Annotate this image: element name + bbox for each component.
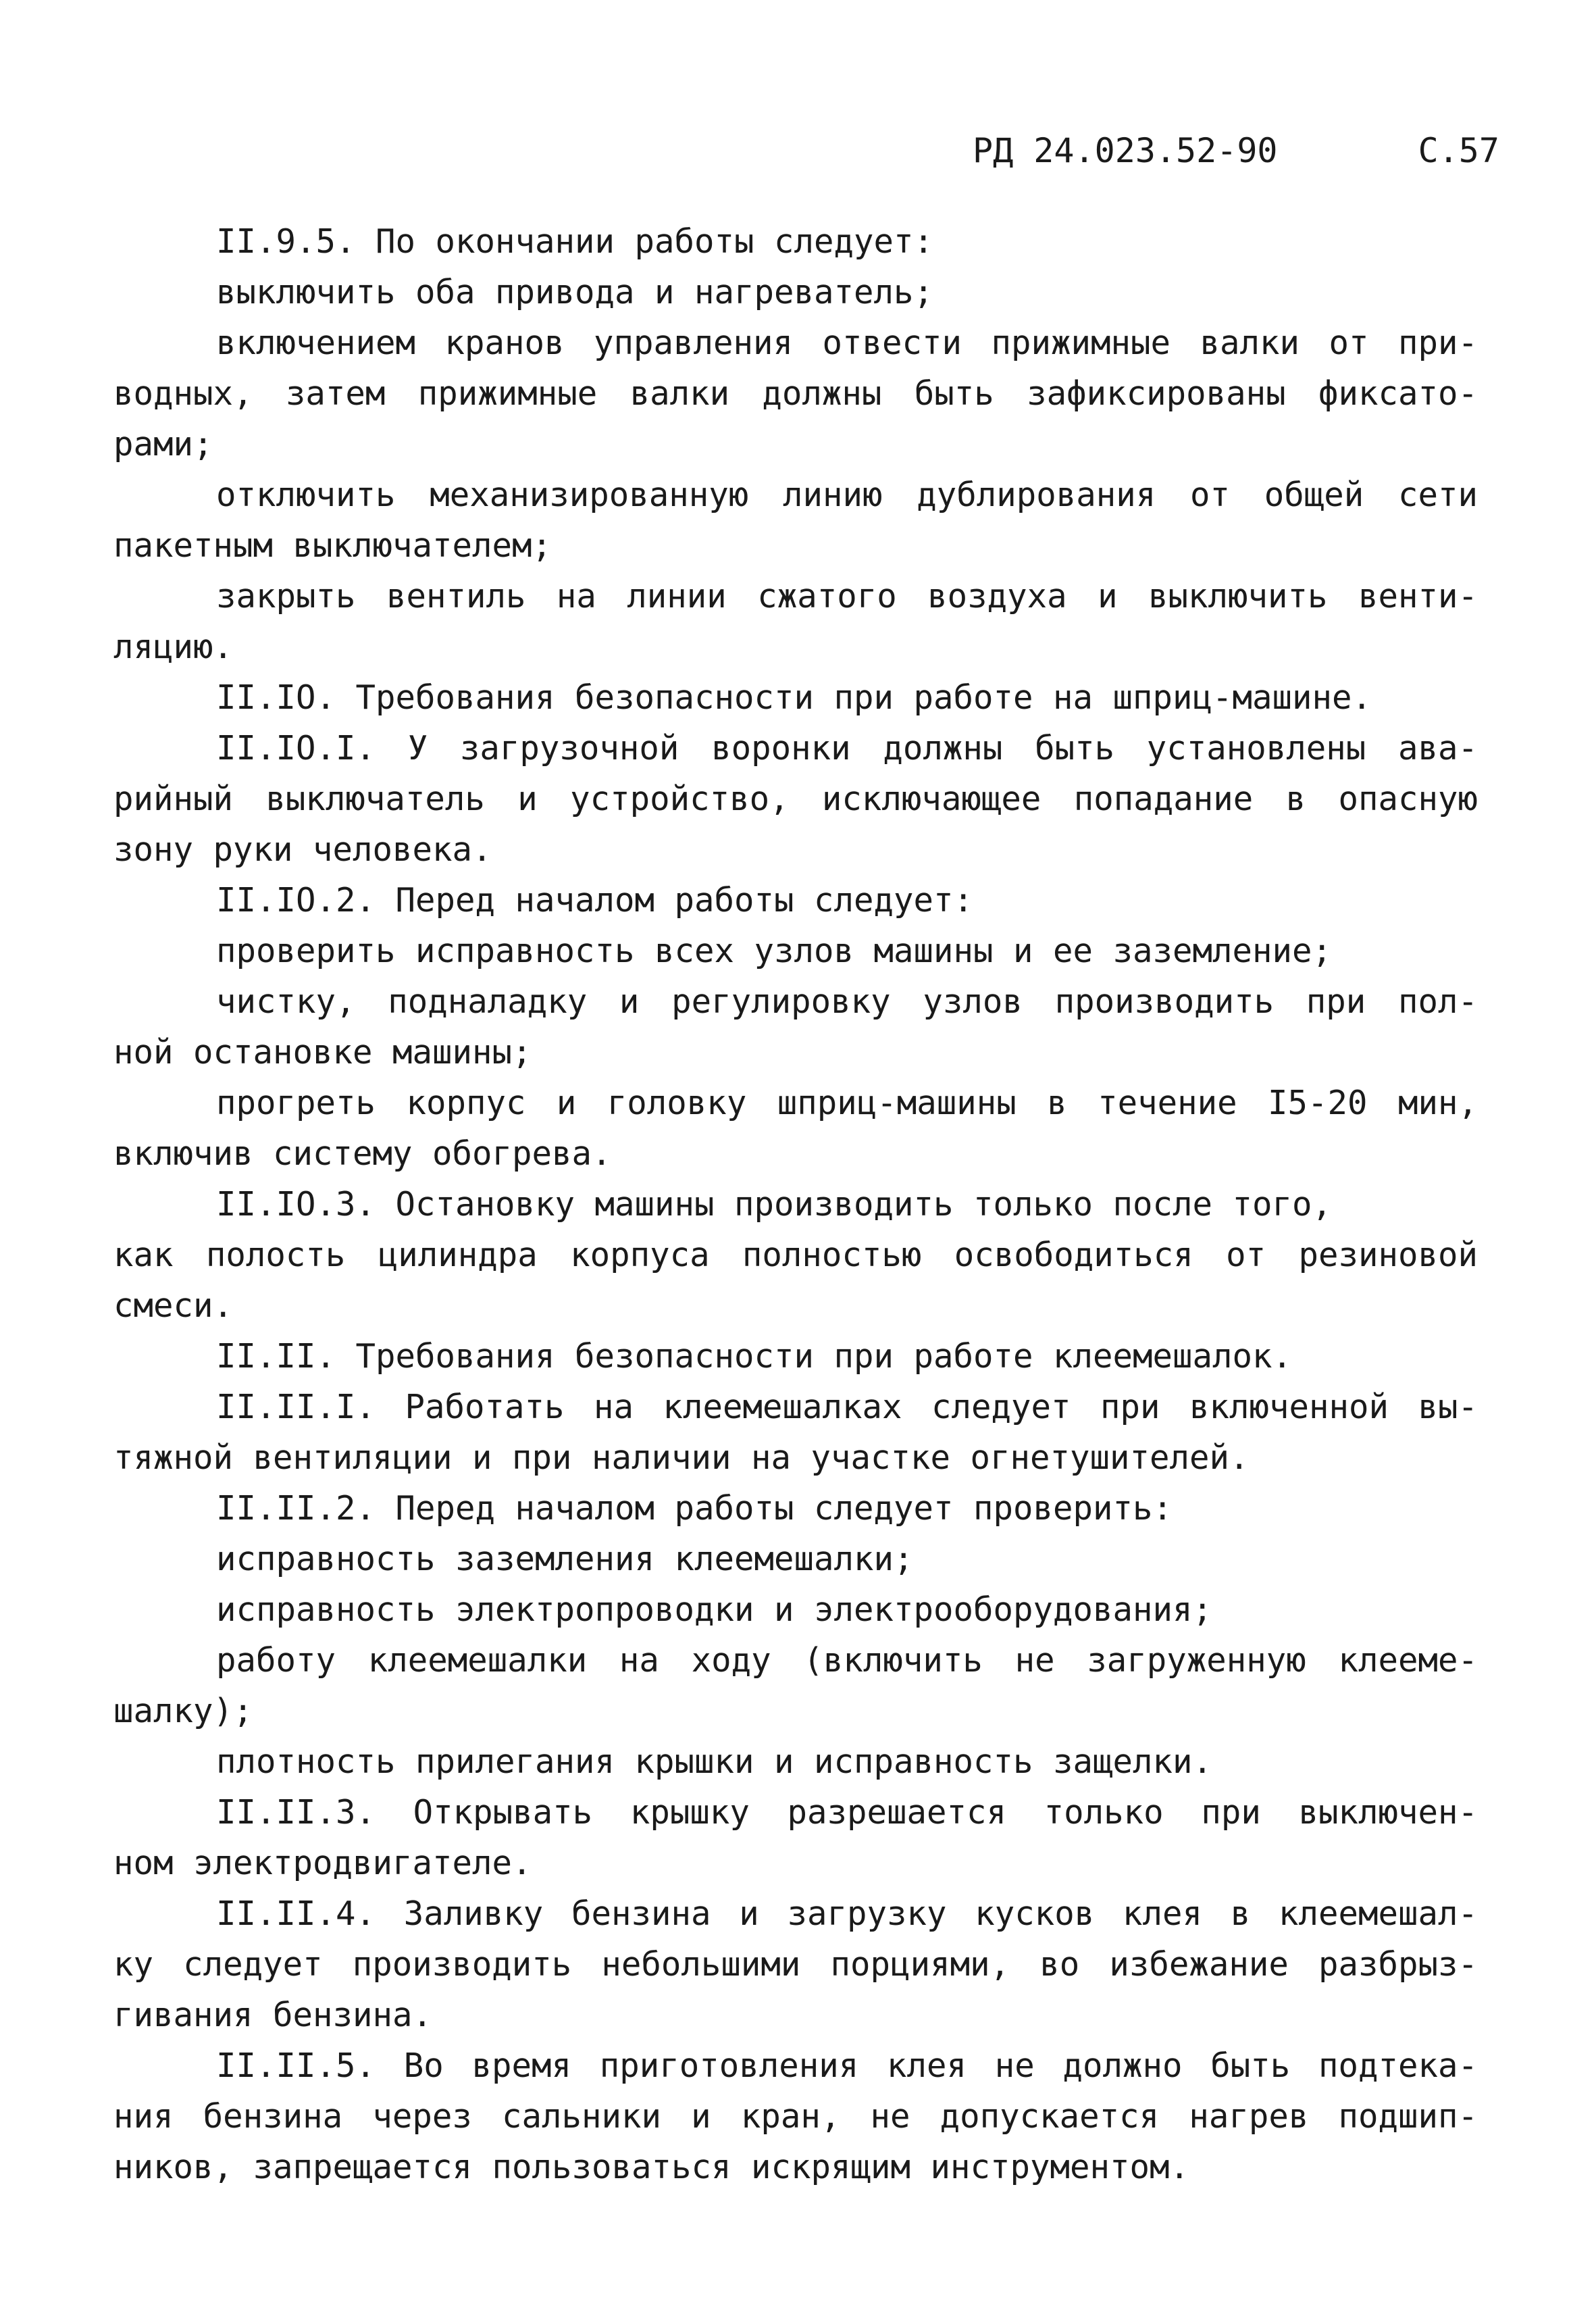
text-line: II.IO. Требования безопасности при работе на шприц-машине. [216, 678, 1372, 717]
document-body [113, 216, 1478, 2192]
text-line: II.II.2. Перед началом работы следует проверить: [216, 1489, 1173, 1528]
text-line: шалку); [113, 1692, 253, 1730]
text-line: II.9.5. По окончании работы следует: [216, 222, 934, 261]
text-line: II.II.5. Во время приготовления клея не должно быть подтека- [216, 2046, 1478, 2085]
text-line: ной остановке машины; [113, 1033, 532, 1072]
text-line: чистку, подналадку и регулировку узлов производить при пол- [216, 982, 1478, 1021]
text-line: ном электродвигателе. [113, 1844, 532, 1882]
document-code: РД 24.023.52-90 [973, 131, 1278, 170]
text-line: включением кранов управления отвести прижимные валки от при- [216, 324, 1478, 362]
text-line: закрыть вентиль на линии сжатого воздуха и выключить венти- [216, 577, 1478, 615]
text-line: работу клеемешалки на ходу (включить не загруженную клееме- [216, 1641, 1478, 1680]
text-line: водных, затем прижимные валки должны быть зафиксированы фиксато- [113, 374, 1478, 413]
text-line: исправность заземления клеемешалки; [216, 1540, 914, 1578]
text-line: плотность прилегания крышки и исправность защелки. [216, 1742, 1213, 1781]
text-line: ния бензина через сальники и кран, не допускается нагрев подшип- [113, 2097, 1478, 2136]
page-number: С.57 [1418, 131, 1499, 170]
text-line: пакетным выключателем; [113, 526, 552, 565]
text-line: тяжной вентиляции и при наличии на участке огнетушителей. [113, 1438, 1250, 1477]
text-line: II.IO.2. Перед началом работы следует: [216, 881, 974, 920]
text-line: II.II. Требования безопасности при работе клеемешалок. [216, 1337, 1293, 1376]
page-header [973, 127, 1499, 174]
text-line: II.II.I. Работать на клеемешалках следует при включенной вы- [216, 1388, 1478, 1426]
text-line: ников, запрещается пользоваться искрящим инструментом. [113, 2148, 1190, 2186]
text-line: отключить механизированную линию дублирования от общей сети [216, 476, 1478, 514]
text-line: гивания бензина. [113, 1996, 433, 2034]
text-line: рийный выключатель и устройство, исключающее попадание в опасную [113, 780, 1478, 818]
text-line: зону руки человека. [113, 830, 492, 869]
text-line: исправность электропроводки и электрооборудования; [216, 1590, 1213, 1629]
text-line: ку следует производить небольшими порциями, во избежание разбрыз- [113, 1945, 1478, 1984]
text-line: II.IO.I. У загрузочной воронки должны быть установлены ава- [216, 729, 1478, 768]
text-line: проверить исправность всех узлов машины и ее заземление; [216, 932, 1333, 970]
text-line: прогреть корпус и головку шприц-машины в течение I5-20 мин, [216, 1084, 1478, 1122]
text-line: смеси. [113, 1286, 234, 1325]
text-line: выключить оба привода и нагреватель; [216, 273, 934, 311]
text-line: как полость цилиндра корпуса полностью освободиться от резиновой [113, 1236, 1478, 1274]
text-line: II.II.4. Заливку бензина и загрузку кусков клея в клеемешал- [216, 1894, 1478, 1933]
text-line: ляцию. [113, 628, 234, 666]
text-line: II.IO.3. Остановку машины производить только после того, [216, 1185, 1333, 1224]
text-line: включив систему обогрева. [113, 1134, 612, 1173]
text-line: рами; [113, 425, 213, 463]
text-line: II.II.3. Открывать крышку разрешается только при выключен- [216, 1793, 1478, 1832]
